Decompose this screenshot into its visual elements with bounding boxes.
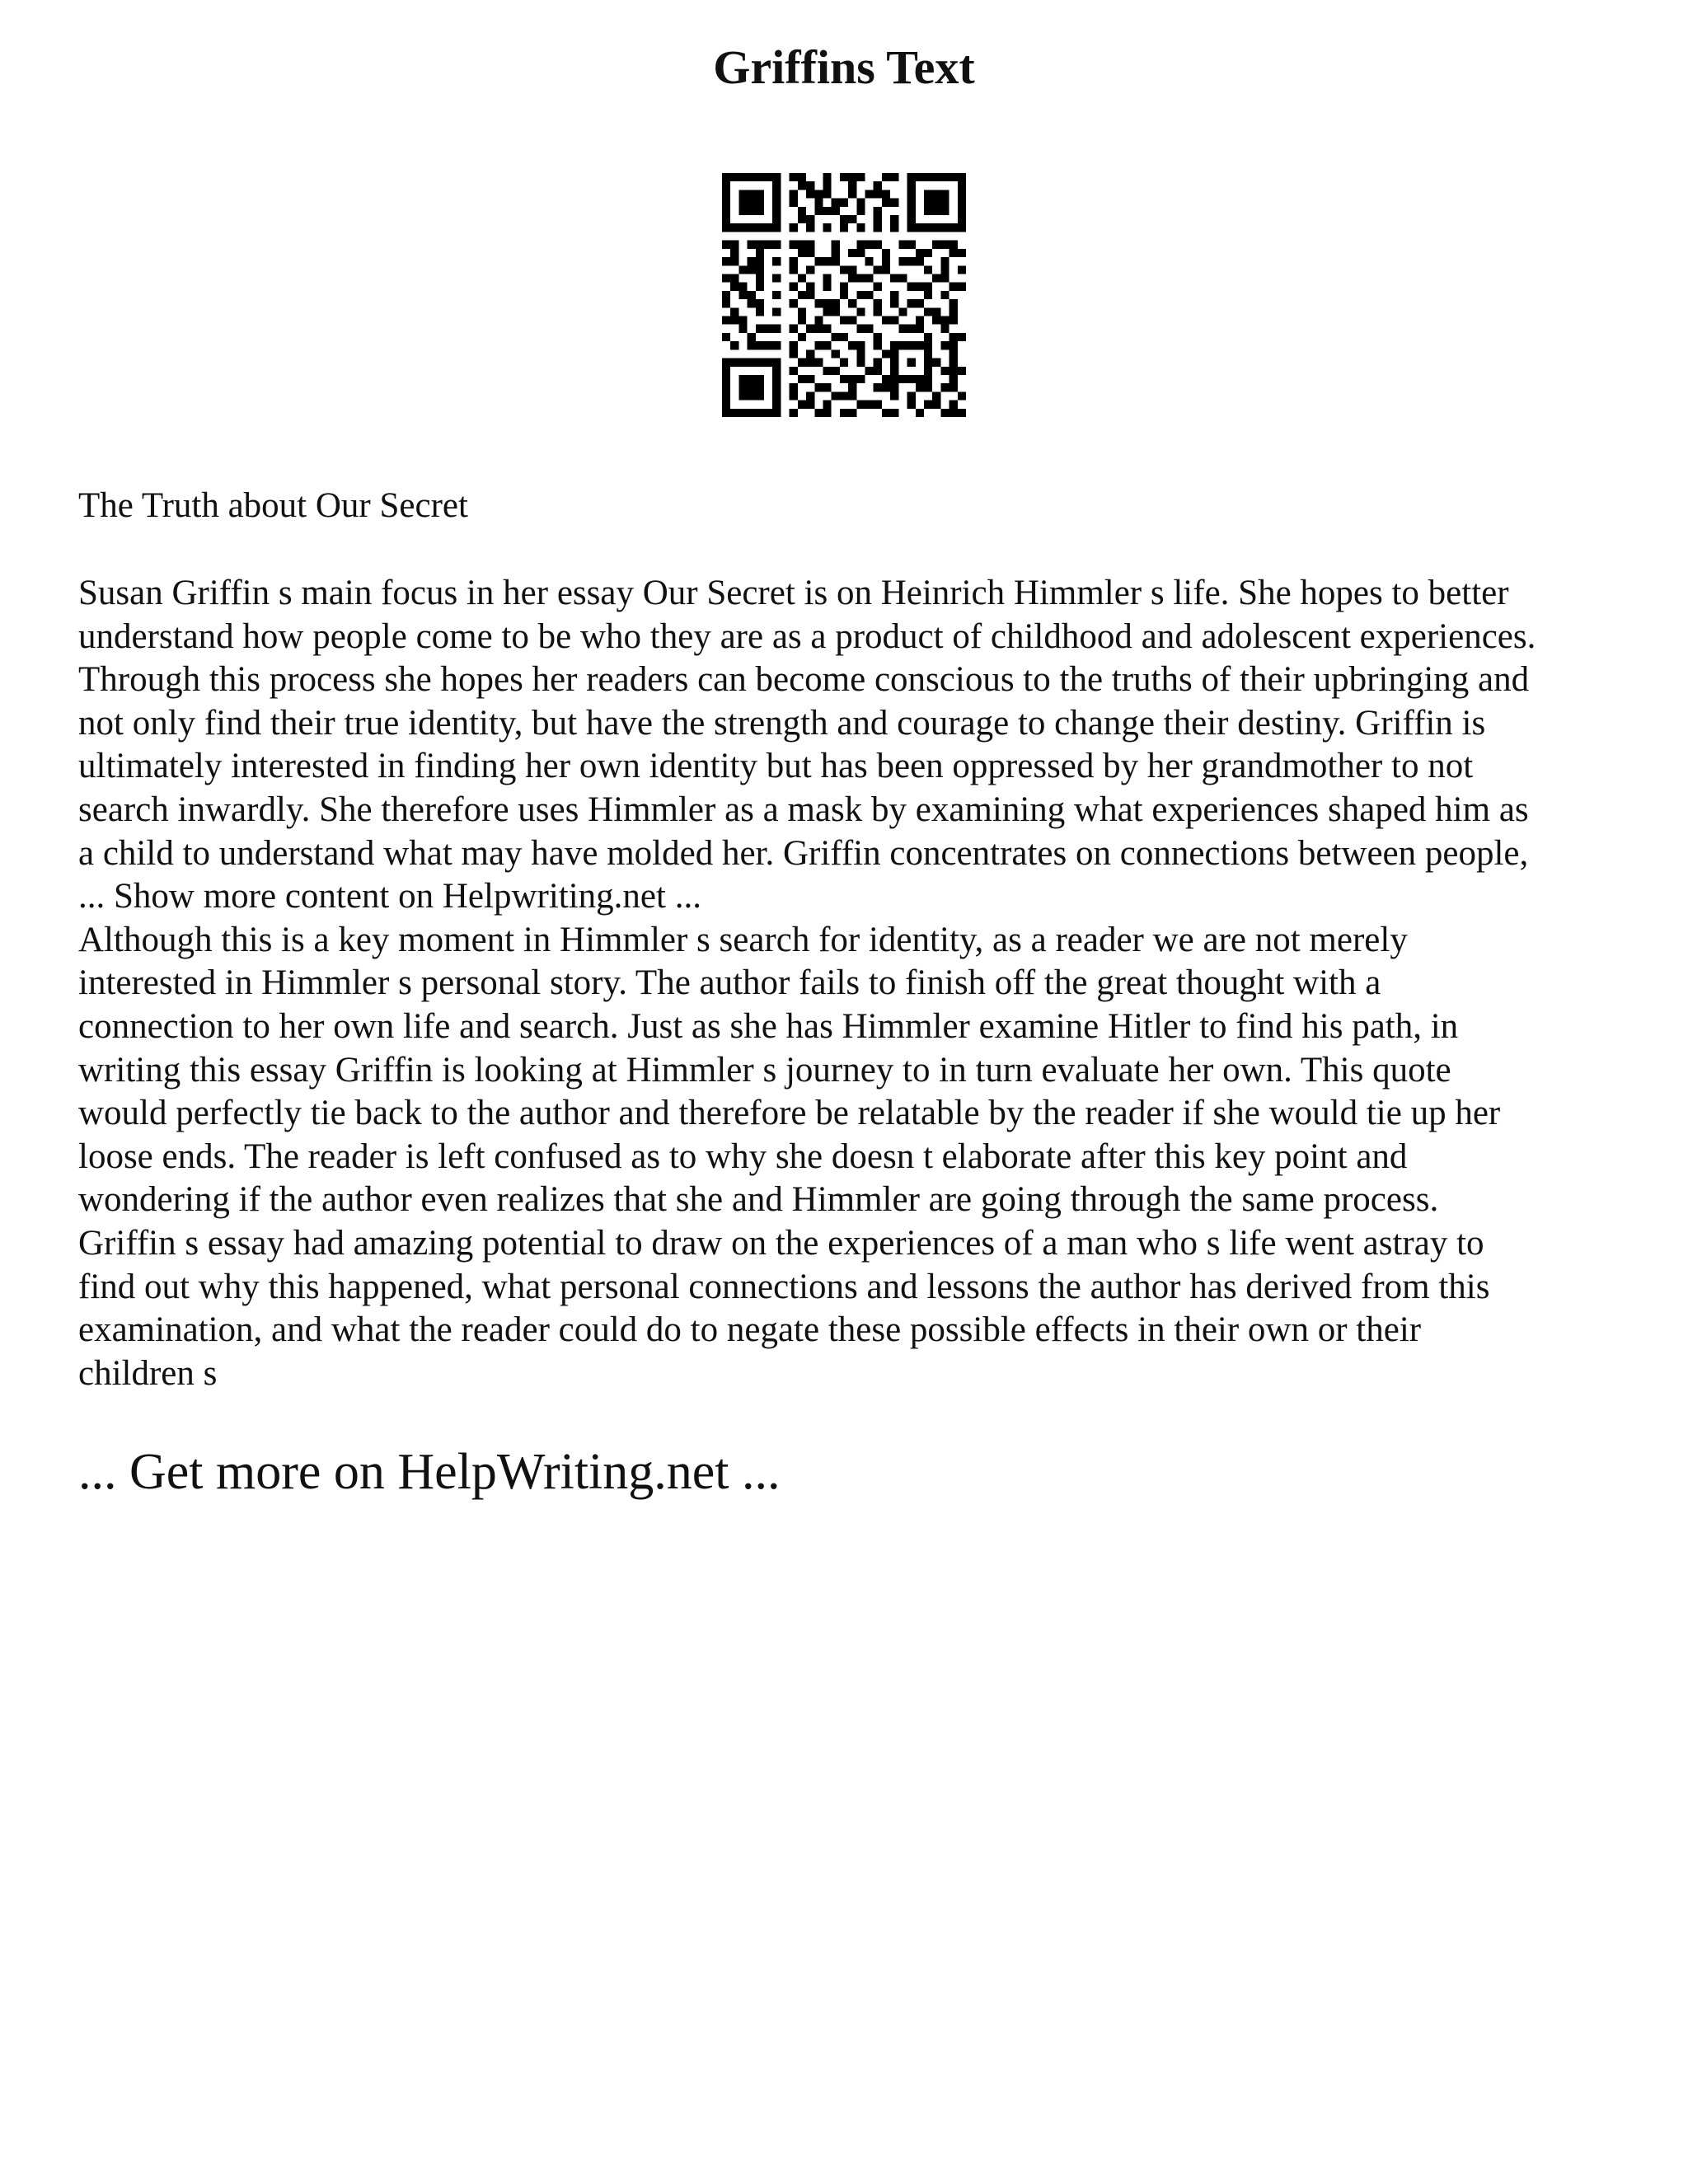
qr-code-icon	[722, 173, 966, 417]
body-line: find out why this happened, what personal connections and lessons the author has derived from this	[78, 1267, 1490, 1306]
body-line: wondering if the author even realizes that she and Himmler are going through the same process.	[78, 1180, 1439, 1220]
body-line: Through this process she hopes her readers can become conscious to the truths of their upbringing and	[78, 660, 1530, 700]
body-line: not only find their true identity, but have the strength and courage to change their destiny. Griffin is	[78, 703, 1486, 743]
body-line: would perfectly tie back to the author and therefore be relatable by the reader if she would tie up her	[78, 1094, 1501, 1133]
essay-subtitle: The Truth about Our Secret	[78, 486, 468, 525]
body-line: a child to understand what may have molded her. Griffin concentrates on connections between people,	[78, 833, 1529, 873]
body-line: connection to her own life and search. Just as she has Himmler examine Hitler to find his path, in	[78, 1006, 1459, 1046]
body-line: loose ends. The reader is left confused as to why she doesn t elaborate after this key point and	[78, 1137, 1408, 1176]
body-line: ultimately interested in finding her own identity but has been oppressed by her grandmother to not	[78, 747, 1474, 786]
body-line: Griffin s essay had amazing potential to draw on the experiences of a man who s life went astray to	[78, 1223, 1484, 1263]
body-line: children s	[78, 1353, 218, 1393]
body-line: interested in Himmler s personal story. The author fails to finish off the great thought with a	[78, 963, 1381, 1003]
body-line: Susan Griffin s main focus in her essay Our Secret is on Heinrich Himmler s life. She hopes to better	[78, 574, 1509, 612]
get-more-link[interactable]: ... Get more on HelpWriting.net ...	[78, 1444, 781, 1500]
body-line: Although this is a key moment in Himmler s search for identity, as a reader we are not merely	[78, 920, 1408, 959]
essay-body	[78, 572, 1644, 1395]
body-line: understand how people come to be who they are as a product of childhood and adolescent experiences.	[78, 616, 1536, 656]
body-line: writing this essay Griffin is looking at Himmler s journey to in turn evaluate her own. This quote	[78, 1050, 1451, 1090]
body-line: examination, and what the reader could do to negate these possible effects in their own or their	[78, 1310, 1422, 1350]
body-line: search inwardly. She therefore uses Himmler as a mask by examining what experiences shaped him as	[78, 790, 1529, 829]
document-title: Griffins Text	[713, 40, 975, 94]
show-more-link[interactable]: ... Show more content on Helpwriting.net ...	[78, 877, 701, 916]
